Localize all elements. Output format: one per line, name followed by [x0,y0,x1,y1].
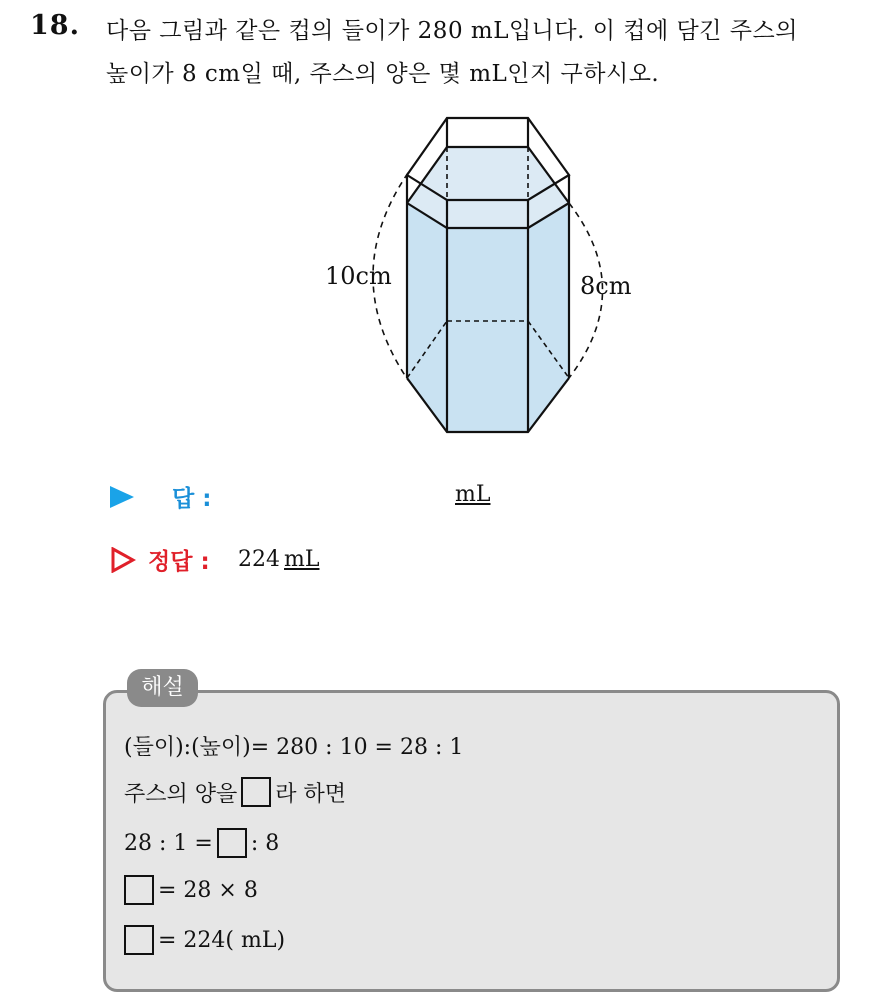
solution-line-4 [124,872,258,908]
question-text-line-2: 높이가 8 cm일 때, 주스의 양은 몇 mL인지 구하시오. [106,61,660,87]
blank-box [241,777,271,807]
question-text-line-1: 다음 그림과 같은 컵의 들이가 280 mL입니다. 이 컵에 담긴 주스의 [106,18,798,44]
correct-answer-value [238,547,319,572]
solution-line-1 [124,727,463,763]
hexagonal-cup-figure [0,0,884,470]
label-10cm: 10cm [325,262,392,290]
solution-tab: 해설 [127,669,198,707]
solution-line-1-text: (들이):(높이)= 280 : 10 = 28 : 1 [124,734,464,760]
blank-box [217,828,247,858]
solution-line-2 [124,774,346,810]
correct-value-unit: mL [284,547,320,572]
juice-fill-front [407,203,569,432]
correct-answer-row [110,543,530,577]
answer-label: 답 : [172,486,212,512]
blank-box [124,925,154,955]
label-8cm: 8cm [580,272,632,300]
outline-triangle-icon [110,547,136,573]
answer-unit: mL [455,482,491,507]
solution-line-2-after: 라 하면 [275,781,347,807]
blank-box [124,875,154,905]
solution-line-2-before: 주스의 양을 [124,781,238,807]
solution-line-3 [124,825,279,861]
solution-line-3-after: : 8 [250,830,280,856]
question-number: 18. [30,10,80,41]
solution-line-5 [124,922,285,958]
answer-row [110,480,530,514]
correct-value-number: 224 [238,547,280,572]
juice-fill-surface [407,147,569,228]
solution-line-4-after: = 28 × 8 [158,877,258,903]
play-triangle-icon [110,486,134,508]
correct-answer-label: 정답 : [148,549,210,575]
solution-line-3-before: 28 : 1 = [124,830,213,856]
solution-line-5-after: = 224( mL) [158,927,286,953]
